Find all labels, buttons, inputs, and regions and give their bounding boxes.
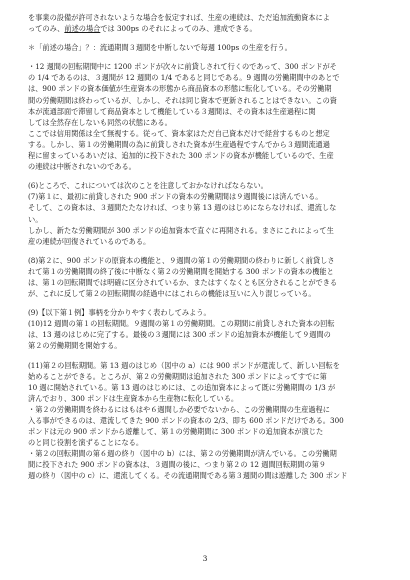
text-line: は、13 週のはじめに完了する。最後の３週間には 300 ポンドの追加資本が機能して９週間の xyxy=(28,330,331,340)
text-line: ・12 週間の回転期間中に 1200 ポンドが次々に前貸しされて行くのであって、300 ポンドがそ xyxy=(28,62,337,72)
text-line: 第２の労働期間を開始する。 xyxy=(28,341,122,351)
text-line: は、900 ポンドの資本価値が生産資本の形態から商品資本の形態に転化している。その労働期 xyxy=(28,84,332,94)
text-line: (11)第２の回転期間。第 13 週のはじめ（図中の a）には 900 ポンドが還流して、新しい回転を xyxy=(28,360,340,370)
text-line: する。しかし、第１の労働期間の為に前貸しされた資本が生産過程ですんでから３週間流通過 xyxy=(28,139,330,149)
text-line: (10)12 週間の第１の回転期間。９週間の第１の労働期間。この期間に前貸しされた資本の回転 xyxy=(28,319,335,329)
text-line: は、第１の回転期間では明確に区分されているか、またはすくなくとも区分されることができる xyxy=(28,277,338,287)
paragraph-section-9-10 xyxy=(28,307,382,351)
text-line: ここでは信用関係は全て無視する。従って、資本家はただ自己資本だけで経営するものと想定 xyxy=(28,128,330,138)
text-line: ＊「前述の場合」？：流通期間３週間を中断しないで毎週 100ps の生産を行う。 xyxy=(28,43,292,53)
underlined-phrase: 前述の場合 xyxy=(64,24,101,34)
paragraph-section-8 xyxy=(28,255,382,299)
text-line: 週の終り（図中の c）に、還流してくる。その流通期間である第３週間の間は遊離した 300 ポンド xyxy=(28,471,348,481)
text-line: の 1/4 であるのは、３週間が 12 週間の 1/4 であると同じである。9 週間の労働期間中のあとで xyxy=(28,73,340,83)
text-line: (8)第２に、900 ポンドの原資本の機能と、９週間の第１の労働期間の終わりに新しく前貸しさ xyxy=(28,255,335,265)
text-line: の連続は中断されないのである。 xyxy=(28,162,136,172)
text-line: ・第２の回転期間の第６週の終り（図中の b）には、第２の労働期間が済んでいる。この労働期 xyxy=(28,449,337,459)
text-line: れて第１の労働期間の終了後に中断なく第２の労働期間を開始する 300 ポンドの資本の機能と xyxy=(28,266,334,276)
text-line: しては全然存在しないも同然の状態にある。 xyxy=(28,117,172,127)
text-line: 産の連続が回復されているのである。 xyxy=(28,236,151,246)
text-line: 始めることができる。ところが、第２の労働期間は追加された 300 ポンドによってすでに第 xyxy=(28,371,327,381)
text-line: 10 週に開始されている。第 13 週のはじめには、この追加資本によって既に労働期間の 1/3 が xyxy=(28,382,336,392)
text-line: (9)【以下第１例】事柄を分かりやすく表わしてみよう。 xyxy=(28,308,211,318)
text-line: 本が流通部面で滞留して商品資本として機能している３週間は、その資本は生産過程に関 xyxy=(28,106,316,116)
text-line: ポンドは元の 900 ポンドから遊離して、第１の労働期間に 300 ポンドの追加資本が演じた xyxy=(28,427,324,437)
text-line: 済んでおり、300 ポンドは生産資本から生産物に転化している。 xyxy=(28,393,239,403)
page-number: 3 xyxy=(202,553,208,563)
paragraph-section-11 xyxy=(28,360,382,482)
text-line: のと同じ役割を演ずることになる。 xyxy=(28,438,144,448)
text-line: そして、この資本は、３週間たたなければ、つまり第 13 週のはじめにならなければ、還流しな xyxy=(28,203,337,213)
paragraph-note xyxy=(28,42,382,53)
text-line: 間の労働期間は終わっているが、しかし、それは同じ資本で更新されることはできない。この資 xyxy=(28,95,337,105)
text-line: が、これに反して第２の回転期間の経過中にはこれらの機能は互いに入り混じっている。 xyxy=(28,289,316,299)
text-line: ・第２の労働期間を終わるにはもはや６週間しか必要でないから、この労働期間の生産過程に xyxy=(28,404,330,414)
text-line: い。 xyxy=(28,214,43,224)
text-line: 間に投下された 900 ポンドの資本は、３週間の後に、つまり第２の 12 週間回転期間の第９ xyxy=(28,460,326,470)
text-line: しかし、新たな労働期間が 300 ポンドの追加資本で直ぐに再開される。まさにこれによって生 xyxy=(28,225,334,235)
text-line: 程に留まっているあいだは、追加的に投下された 300 ポンドの資本が機能しているので、生産 xyxy=(28,151,334,161)
text-line: ってのみ、前述の場合では 300ps のそれによってのみ、達成できる。 xyxy=(28,24,257,34)
paragraph-turnover xyxy=(28,61,382,172)
paragraph-section-6-7 xyxy=(28,180,382,247)
text-line: 入る事ができるのは、還流してきた 900 ポンドの資本の 2/3、即ち 600 ポンドだけである。300 xyxy=(28,416,344,425)
text-line: (7)第１に、最初に前貸しされた 900 ポンドの資本の労働期間は９週間後には済んでいる。 xyxy=(28,192,323,202)
text-line: (6)ところで、これについては次のことを注意しておかなければならない。 xyxy=(28,181,268,191)
text-line: を事業の設備が許可されないような場合を仮定すれば、生産の連続は、ただ追加流動資本によ xyxy=(28,13,330,22)
paragraph-intro xyxy=(28,12,382,34)
